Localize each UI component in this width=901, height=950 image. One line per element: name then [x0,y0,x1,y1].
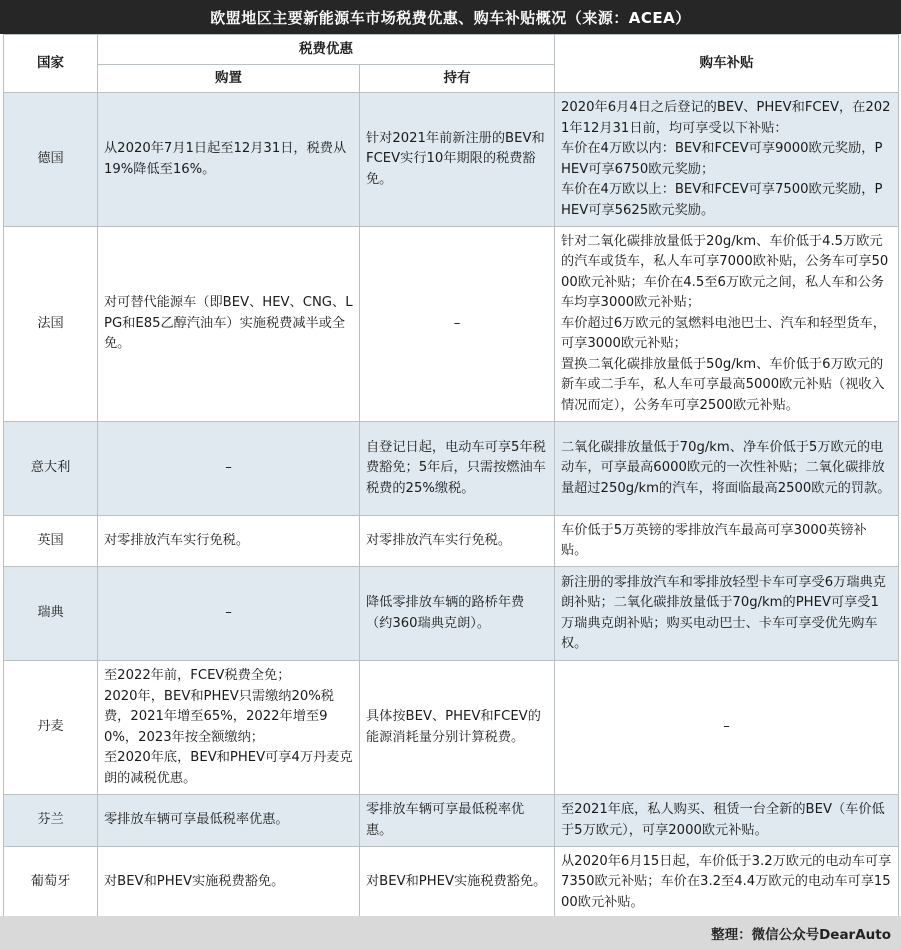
holding-cell: 对BEV和PHEV实施税费豁免。 [360,847,555,919]
purchase-cell: 对零排放汽车实行免税。 [98,516,360,567]
purchase-cell: 对BEV和PHEV实施税费豁免。 [98,847,360,919]
country-cell: 丹麦 [4,661,98,795]
holding-cell: 对零排放汽车实行免税。 [360,516,555,567]
holding-cell: 具体按BEV、PHEV和FCEV的能源消耗量分别计算税费。 [360,661,555,795]
table-row [4,93,899,227]
holding-cell: 针对2021年前新注册的BEV和FCEV实行10年期限的税费豁免。 [360,93,555,227]
header-subsidy: 购车补贴 [555,35,899,93]
holding-cell: 自登记日起，电动车可享5年税费豁免；5年后，只需按燃油车税费的25%缴税。 [360,422,555,516]
purchase-cell: 零排放车辆可享最低税率优惠。 [98,795,360,847]
header-holding: 持有 [360,65,555,93]
purchase-cell: – [98,422,360,516]
table-row [4,567,899,661]
table-row [4,227,899,422]
purchase-cell: 从2020年7月1日起至12月31日，税费从19%降低至16%。 [98,93,360,227]
country-cell: 瑞典 [4,567,98,661]
source-footer: 整理：微信公众号DearAuto [0,916,901,950]
table-row [4,516,899,567]
header-purchase: 购置 [98,65,360,93]
subsidy-cell: 2020年6月4日之后登记的BEV、PHEV和FCEV，在2021年12月31日前，均可享受以下补贴： 车价在4万欧以内：BEV和FCEV可享9000欧元奖励，PHEV可享6750欧元奖励； 车价在4万欧以上：BEV和FCEV可享7500欧元奖励，PHEV可享5625欧元奖励。 [555,93,899,227]
country-cell: 英国 [4,516,98,567]
purchase-cell: – [98,567,360,661]
subsidy-cell: 针对二氧化碳排放量低于20g/km、车价低于4.5万欧元的汽车或货车，私人车可享7000欧补贴，公务车可享5000欧元补贴；车价在4.5至6万欧元之间，私人车和公务车均享3000欧元补贴； 车价超过6万欧元的氢燃料电池巴士、汽车和轻型货车，可享3000欧元补贴； 置换二氧化碳排放量低于50g/km、车价低于6万欧元的新车或二手车，私人车可享最高5000欧元补贴（视收入情况而定），公务车可享2500欧元补贴。 [555,227,899,422]
holding-cell: 降低零排放车辆的路桥年费（约360瑞典克朗）。 [360,567,555,661]
header-country: 国家 [4,35,98,93]
subsidy-cell: 二氧化碳排放量低于70g/km、净车价低于5万欧元的电动车，可享最高6000欧元的一次性补贴；二氧化碳排放量超过250g/km的汽车，将面临最高2500欧元的罚款。 [555,422,899,516]
country-cell: 意大利 [4,422,98,516]
policy-table [3,34,899,919]
subsidy-cell: 从2020年6月15日起，车价低于3.2万欧元的电动车可享7350欧元补贴；车价在3.2至4.4万欧元的电动车可享1500欧元补贴。 [555,847,899,919]
country-cell: 葡萄牙 [4,847,98,919]
table-title: 欧盟地区主要新能源车市场税费优惠、购车补贴概况（来源：ACEA） [0,0,901,34]
table-row [4,422,899,516]
subsidy-cell: 车价低于5万英镑的零排放汽车最高可享3000英镑补贴。 [555,516,899,567]
table-row [4,661,899,795]
purchase-cell: 至2022年前，FCEV税费全免； 2020年，BEV和PHEV只需缴纳20%税费，2021年增至65%，2022年增至90%，2023年按全额缴纳； 至2020年底，BEV和PHEV可享4万丹麦克朗的减税优惠。 [98,661,360,795]
subsidy-cell: – [555,661,899,795]
table-row [4,847,899,919]
country-cell: 德国 [4,93,98,227]
country-cell: 法国 [4,227,98,422]
header-tax-benefits: 税费优惠 [98,35,555,65]
subsidy-cell: 至2021年底，私人购买、租赁一台全新的BEV（车价低于5万欧元），可享2000欧元补贴。 [555,795,899,847]
subsidy-cell: 新注册的零排放汽车和零排放轻型卡车可享受6万瑞典克朗补贴；二氧化碳排放量低于70g/km的PHEV可享受1万瑞典克朗补贴；购买电动巴士、卡车可享受优先购车权。 [555,567,899,661]
table-row [4,795,899,847]
country-cell: 芬兰 [4,795,98,847]
holding-cell: – [360,227,555,422]
purchase-cell: 对可替代能源车（即BEV、HEV、CNG、LPG和E85乙醇汽油车）实施税费减半或全免。 [98,227,360,422]
holding-cell: 零排放车辆可享最低税率优惠。 [360,795,555,847]
